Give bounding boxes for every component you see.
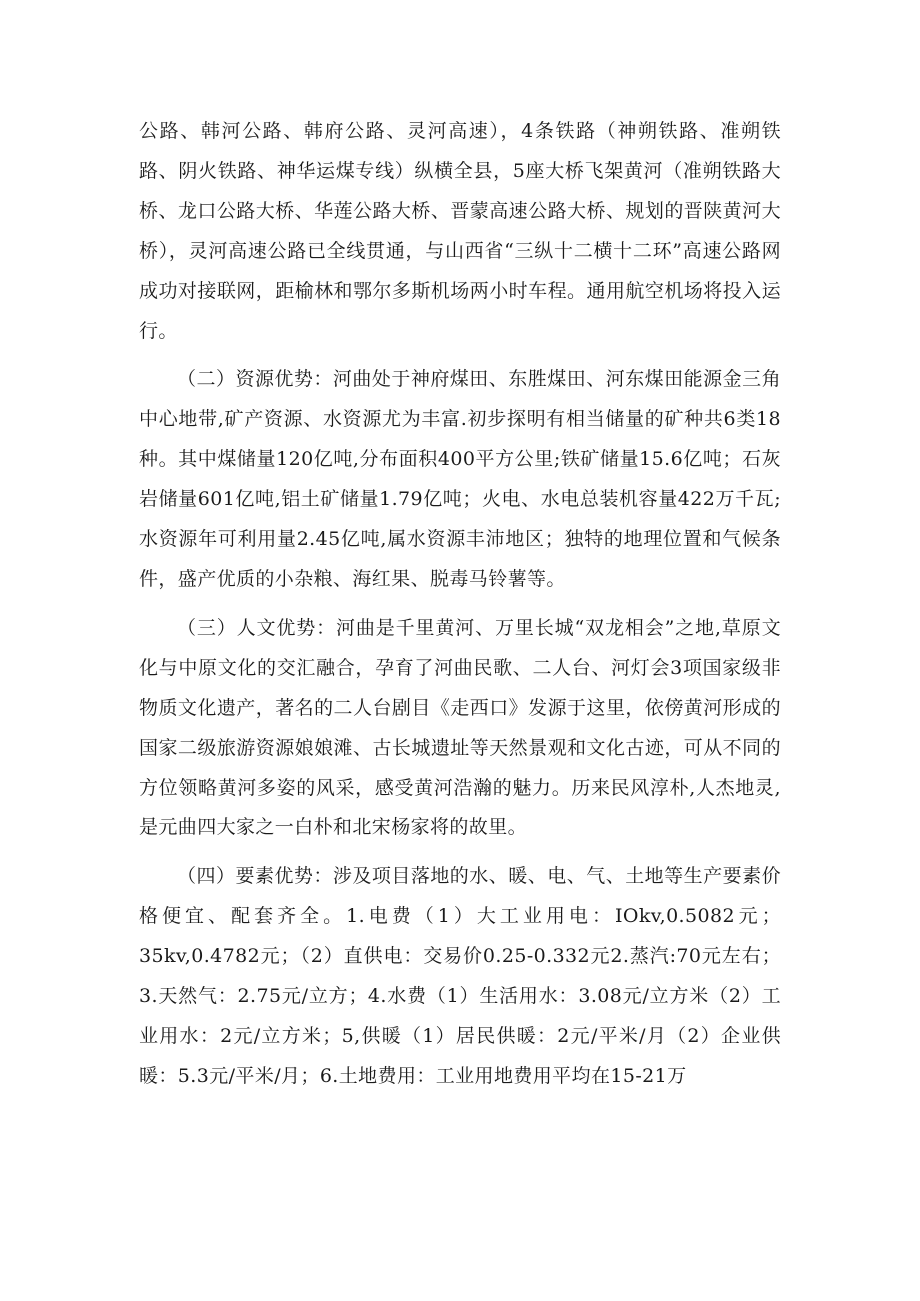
- paragraph-resource-advantage: （二）资源优势：河曲处于神府煤田、东胜煤田、河东煤田能源金三角中心地带,矿产资源、水资源尤为丰富.初步探明有相当储量的矿种共6类18种。其中煤储量120亿吨,分布面积400平方公里;铁矿储量15.6亿吨；石灰岩储量601亿吨,铝土矿储量1.79亿吨；火电、水电总装机容量422万千瓦;水资源年可利用量2.45亿吨,属水资源丰沛地区；独特的地理位置和气候条件，盛产优质的小杂粮、海红果、脱毒马铃薯等。: [139, 368, 781, 590]
- document-body: [139, 112, 781, 1097]
- paragraph-factor-advantage: （四）要素优势：涉及项目落地的水、暖、电、气、土地等生产要素价格便宜、配套齐全。1.电费（1）大工业用电：IOkv,0.5082元；35kv,0.4782元；（2）直供电：交易价0.25-0.332元2.蒸汽:70元左右；3.天然气：2.75元/立方；4.水费（1）生活用水：3.08元/立方米（2）工业用水：2元/立方米；5,供暖（1）居民供暖：2元/平米/月（2）企业供暖：5.3元/平米/月；6.土地费用：工业用地费用平均在15-21万: [139, 865, 781, 1087]
- paragraph-cultural-advantage: （三）人文优势：河曲是千里黄河、万里长城“双龙相会”之地,草原文化与中原文化的交汇融合，孕育了河曲民歌、二人台、河灯会3项国家级非物质文化遗产，著名的二人台剧目《走西口》发源于这里，依傍黄河形成的国家二级旅游资源娘娘滩、古长城遗址等天然景观和文化古迹，可从不同的方位领略黄河多姿的风采，感受黄河浩瀚的魅力。历来民风淳朴,人杰地灵,是元曲四大家之一白朴和北宋杨家将的故里。: [139, 616, 781, 839]
- paragraph-transport: 公路、韩河公路、韩府公路、灵河高速），4条铁路（神朔铁路、准朔铁路、阴火铁路、神华运煤专线）纵横全县，5座大桥飞架黄河（准朔铁路大桥、龙口公路大桥、华莲公路大桥、晋蒙高速公路大桥、规划的晋陕黄河大桥），灵河高速公路已全线贯通，与山西省“三纵十二横十二环”高速公路网成功对接联网，距榆林和鄂尔多斯机场两小时车程。通用航空机场将投入运行。: [139, 120, 781, 342]
